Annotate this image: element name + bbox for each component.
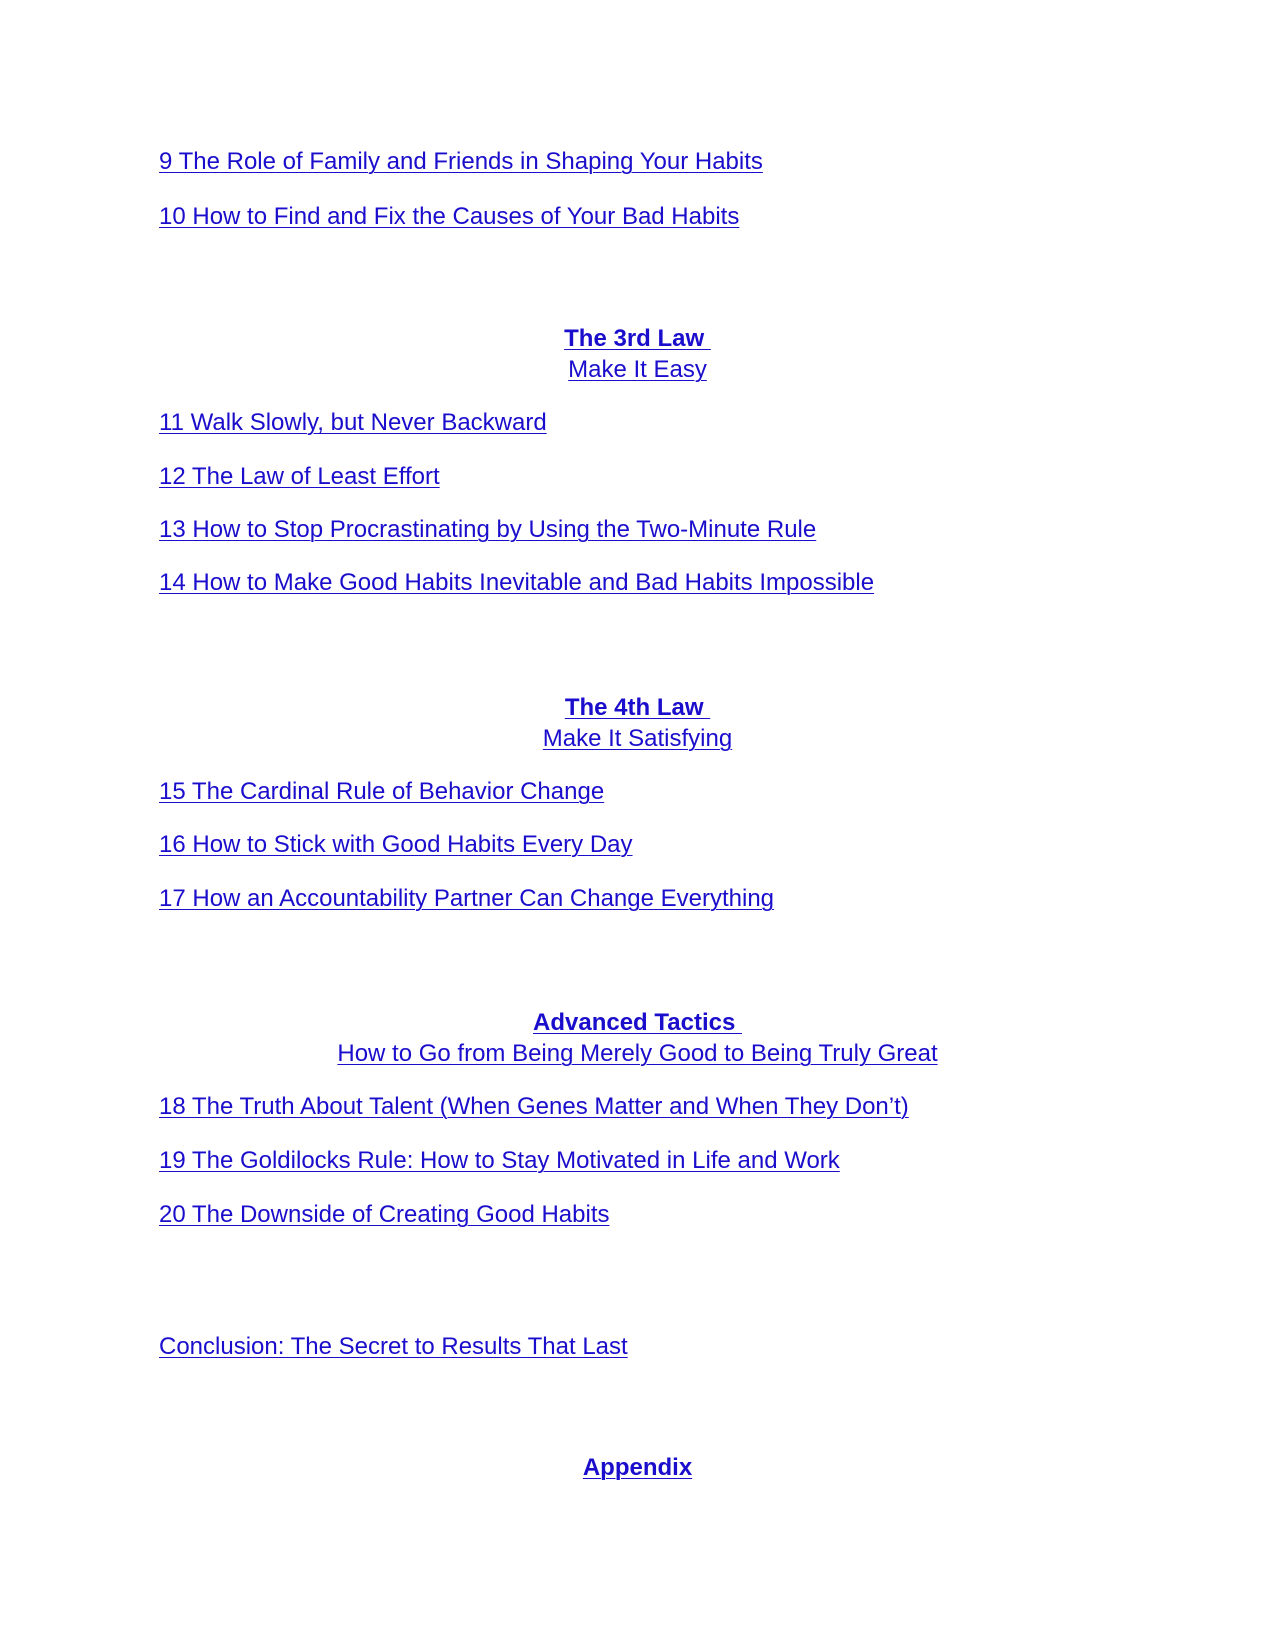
- appendix-link[interactable]: Appendix: [582, 1454, 693, 1481]
- advanced-title-link[interactable]: Advanced Tactics: [533, 1009, 742, 1036]
- toc-chapter-11-link[interactable]: 11 Walk Slowly, but Never Backward: [159, 409, 547, 436]
- toc-chapter-15-link[interactable]: 15 The Cardinal Rule of Behavior Change: [159, 778, 605, 805]
- toc-chapter-10-link[interactable]: 10 How to Find and Fix the Causes of Your Bad Habits: [159, 203, 740, 230]
- toc-chapter-17-link[interactable]: 17 How an Accountability Partner Can Change Everything: [159, 885, 775, 912]
- law3-title-link[interactable]: The 3rd Law: [564, 325, 711, 352]
- advanced-subtitle-link[interactable]: How to Go from Being Merely Good to Being Truly Great: [337, 1040, 938, 1067]
- toc-chapter-19-link[interactable]: 19 The Goldilocks Rule: How to Stay Motivated in Life and Work: [159, 1147, 840, 1174]
- toc-chapter-20-link[interactable]: 20 The Downside of Creating Good Habits: [159, 1201, 610, 1228]
- toc-chapter-18-link[interactable]: 18 The Truth About Talent (When Genes Matter and When They Don’t): [159, 1093, 909, 1120]
- toc-conclusion-link[interactable]: Conclusion: The Secret to Results That Last: [159, 1333, 628, 1360]
- toc-chapter-12-link[interactable]: 12 The Law of Least Effort: [159, 463, 440, 490]
- law3-subtitle-link[interactable]: Make It Easy: [568, 356, 707, 383]
- law4-subtitle-link[interactable]: Make It Satisfying: [542, 725, 733, 752]
- toc-chapter-9-link[interactable]: 9 The Role of Family and Friends in Shaping Your Habits: [159, 148, 763, 175]
- toc-chapter-16-link[interactable]: 16 How to Stick with Good Habits Every Day: [159, 831, 633, 858]
- toc-chapter-13-link[interactable]: 13 How to Stop Procrastinating by Using the Two-Minute Rule: [159, 516, 817, 543]
- toc-chapter-14-link[interactable]: 14 How to Make Good Habits Inevitable and Bad Habits Impossible: [159, 569, 875, 596]
- law4-title-link[interactable]: The 4th Law: [564, 694, 711, 721]
